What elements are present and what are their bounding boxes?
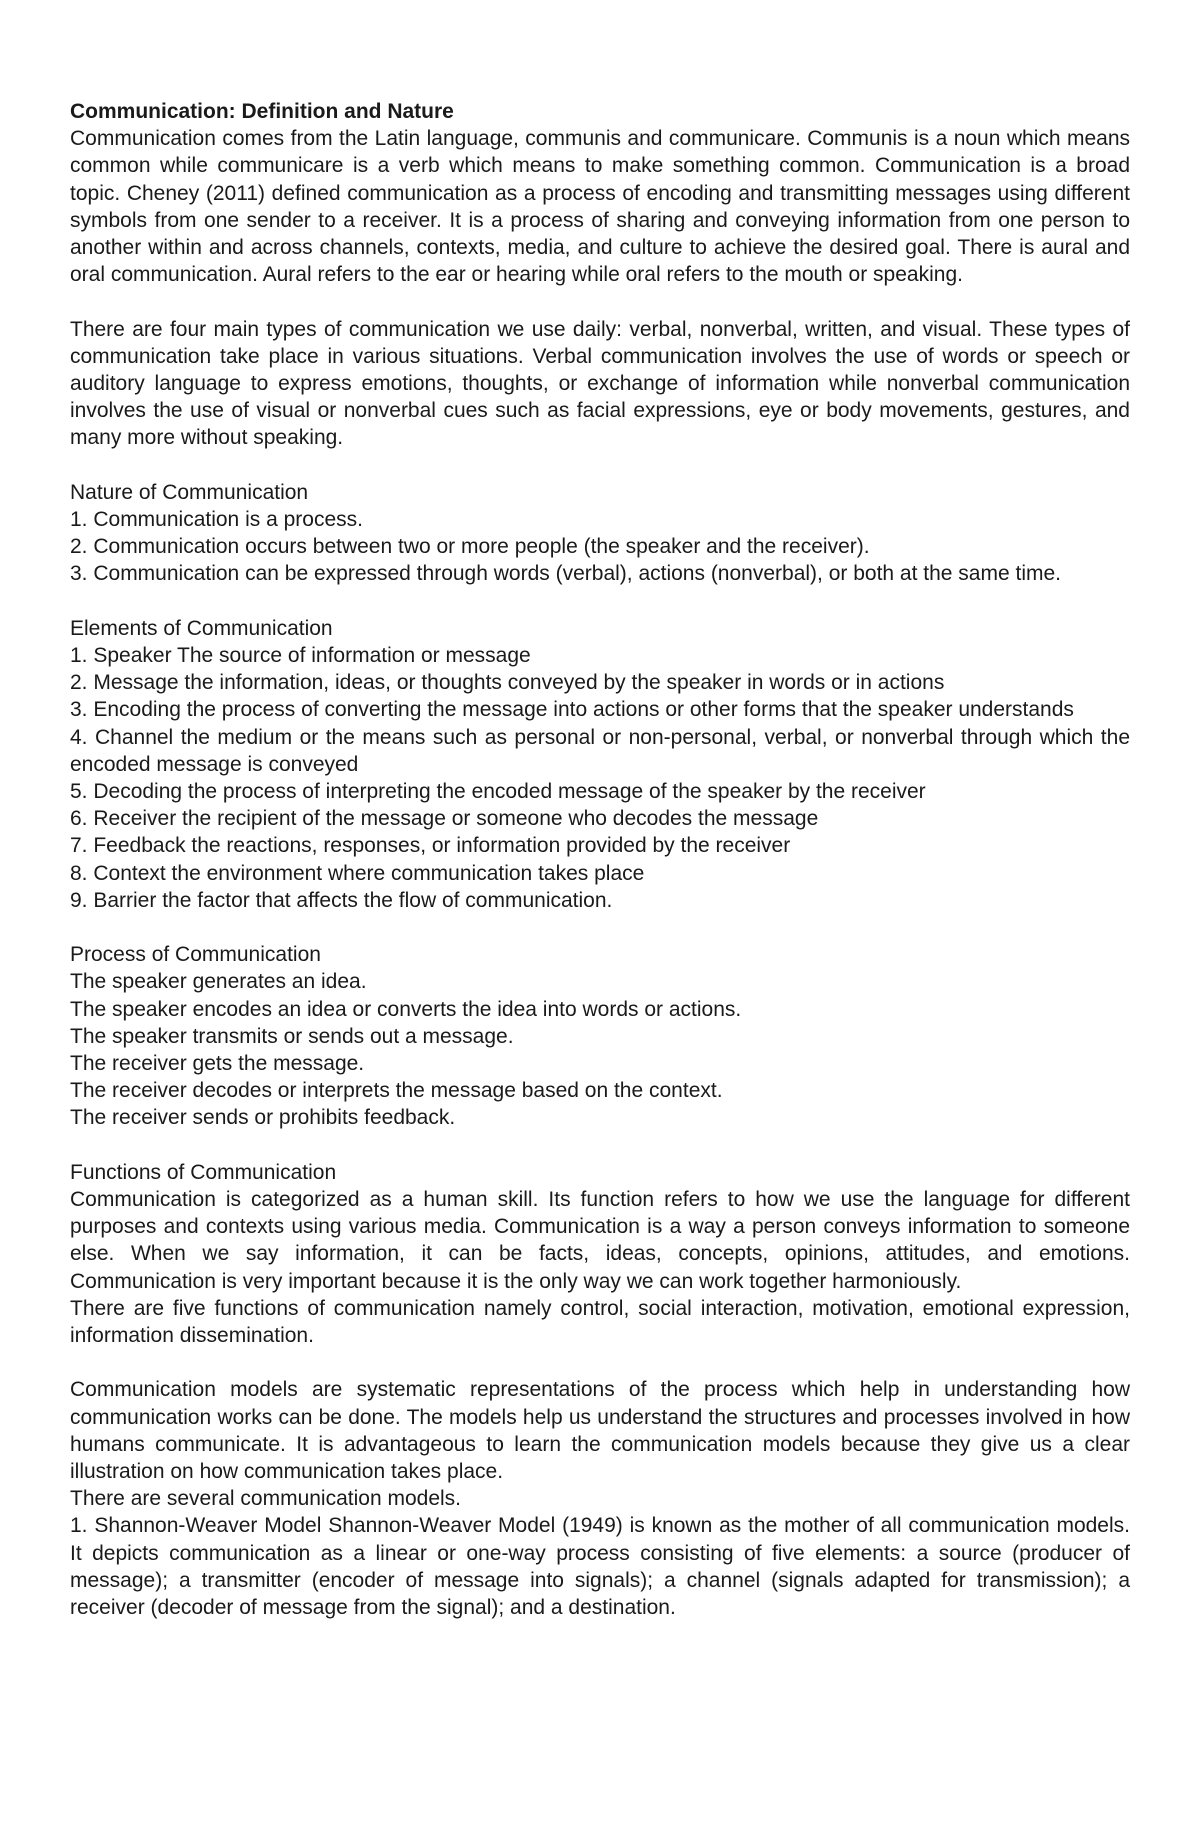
spacer	[70, 914, 1130, 941]
functions-paragraph: There are five functions of communication namely control, social interaction, motivation, emotional expression, information dissemination.	[70, 1296, 1130, 1348]
elements-item: 9. Barrier the factor that affects the flow of communication.	[70, 888, 613, 912]
spacer	[70, 1349, 1130, 1376]
elements-item: 3. Encoding the process of converting the message into actions or other forms that the speaker understands	[70, 698, 1074, 722]
process-step: The receiver sends or prohibits feedback.	[70, 1106, 456, 1130]
models-paragraph: 1. Shannon-Weaver Model Shannon-Weaver Model (1949) is known as the mother of all communication models. It depicts communication as a linear or one-way process consisting of five elements: a source (producer of message); a transmitter (encoder of message into signals); a channel (signals adapted for transmission); a receiver (decoder of message from the signal); and a destination.	[70, 1514, 1130, 1620]
spacer	[70, 452, 1130, 479]
spacer	[70, 588, 1130, 615]
elements-item: 6. Receiver the recipient of the message or someone who decodes the message	[70, 807, 819, 831]
elements-heading: Elements of Communication	[70, 616, 333, 640]
process-heading: Process of Communication	[70, 943, 321, 967]
spacer	[70, 288, 1130, 315]
models-paragraph: Communication models are systematic representations of the process which help in understanding how communication works can be done. The models help us understand the structures and processes involved in how humans communicate. It is advantageous to learn the communication models because they give us a clear illustration on how communication takes place.	[70, 1378, 1130, 1484]
elements-item: 2. Message the information, ideas, or thoughts conveyed by the speaker in words or in actions	[70, 671, 945, 695]
functions-heading: Functions of Communication	[70, 1160, 337, 1184]
intro-paragraph: Communication comes from the Latin language, communis and communicare. Communis is a noun which means common while communicare is a verb which means to make something common. Communication is a broad topic. Cheney (2011) defined communication as a process of encoding and transmitting messages using different symbols from one sender to a receiver. It is a process of sharing and conveying information from one person to another within and across channels, contexts, media, and culture to achieve the desired goal. There is aural and oral communication. Aural refers to the ear or hearing while oral refers to the mouth or speaking.	[70, 127, 1130, 287]
process-step: The speaker encodes an idea or converts the idea into words or actions.	[70, 997, 742, 1021]
process-step: The receiver decodes or interprets the message based on the context.	[70, 1079, 723, 1103]
elements-item: 1. Speaker The source of information or message	[70, 644, 531, 668]
process-step: The speaker transmits or sends out a message.	[70, 1024, 514, 1048]
nature-item: 1. Communication is a process.	[70, 508, 363, 532]
functions-paragraph: Communication is categorized as a human skill. Its function refers to how we use the language for different purposes and contexts using various media. Communication is a way a person conveys information to someone else. When we say information, it can be facts, ideas, concepts, opinions, attitudes, and emotions. Communication is very important because it is the only way we can work together harmoniously.	[70, 1188, 1130, 1293]
document-page	[70, 98, 1130, 1621]
nature-item: 3. Communication can be expressed through words (verbal), actions (nonverbal), or both at the same time.	[70, 562, 1061, 586]
nature-heading: Nature of Communication	[70, 480, 309, 504]
process-step: The receiver gets the message.	[70, 1052, 365, 1076]
elements-item: 4. Channel the medium or the means such as personal or non-personal, verbal, or nonverbal through which the encoded message is conveyed	[70, 725, 1130, 776]
types-paragraph: There are four main types of communication we use daily: verbal, nonverbal, written, and visual. These types of communication take place in various situations. Verbal communication involves the use of words or speech or auditory language to express emotions, thoughts, or exchange of information while nonverbal communication involves the use of visual or nonverbal cues such as facial expressions, eye or body movements, gestures, and many more without speaking.	[70, 317, 1130, 450]
elements-item: 7. Feedback the reactions, responses, or information provided by the receiver	[70, 834, 791, 858]
document-title: Communication: Definition and Nature	[70, 100, 454, 123]
models-paragraph: There are several communication models.	[70, 1487, 462, 1511]
elements-item: 8. Context the environment where communication takes place	[70, 861, 645, 885]
elements-item: 5. Decoding the process of interpreting the encoded message of the speaker by the receiver	[70, 780, 926, 804]
spacer	[70, 1132, 1130, 1159]
process-step: The speaker generates an idea.	[70, 970, 367, 994]
nature-item: 2. Communication occurs between two or more people (the speaker and the receiver).	[70, 535, 870, 559]
